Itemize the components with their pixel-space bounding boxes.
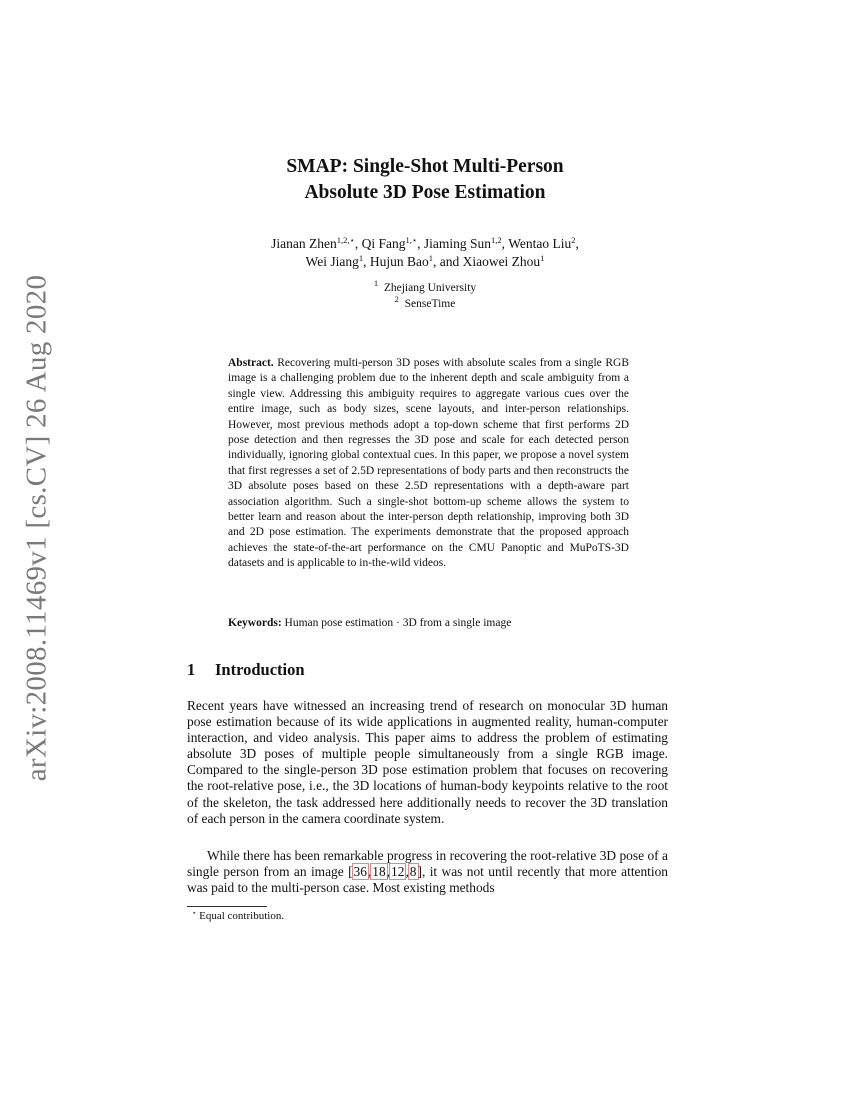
section-title: Introduction bbox=[215, 660, 305, 679]
title-line-1: SMAP: Single-Shot Multi-Person bbox=[286, 156, 564, 177]
author-list bbox=[0, 235, 850, 271]
arxiv-identifier-stamp: arXiv:2008.11469v1 [cs.CV] 26 Aug 2020 bbox=[20, 274, 53, 782]
abstract-text: Recovering multi-person 3D poses with absolute scales from a single RGB image is a challenging problem due to the inherent depth and scale ambiguity from a single view. Addressing this ambiguity requires to aggregate various cues over the entire image, such as body sizes, scene layouts, and inter-person relationships. However, most previous methods adopt a top-down scheme that first performs 2D pose detection and then regresses the 3D pose and scale for each detected person individually, ignoring global contextual cues. In this paper, we propose a novel system that first regresses a set of 2.5D representations of body parts and then reconstructs the 3D absolute poses based on these 2.5D representations with a depth-aware part association algorithm. Such a single-shot bottom-up scheme allows the system to better learn and reason about the inter-person depth relationship, improving both 3D and 2D pose estimation. The experiments demonstrate that the proposed approach achieves the state-of-the-art performance on the CMU Panoptic and MuPoTS-3D datasets and is applicable to in-the-wild videos. bbox=[228, 357, 629, 570]
body-paragraph: While there has been remarkable progress in recovering the root-relative 3D pose of a single person from an image [36,18,12,8], it was not until recently that more attention was paid to the multi-person case. Most existing methods bbox=[187, 848, 669, 896]
paragraph-text: , it was not until recently that more attention was paid to the multi-person case. Most existing methods bbox=[187, 864, 669, 896]
affiliation-number: 2 bbox=[394, 293, 399, 304]
title-line-2: Absolute 3D Pose Estimation bbox=[304, 182, 546, 203]
affiliation-item bbox=[0, 278, 850, 297]
author-name: Wei Jiang bbox=[305, 254, 359, 269]
author-name: Qi Fang bbox=[361, 236, 406, 251]
abstract bbox=[228, 356, 629, 572]
author-affiliation-mark: 1 bbox=[428, 253, 433, 263]
section-heading bbox=[187, 660, 305, 680]
author-affiliation-mark: 1 bbox=[358, 253, 364, 263]
author-name: Jianan Zhen bbox=[271, 236, 337, 251]
author-line-1: Jianan Zhen$^{1,2,⋆}$, Qi Fang$^{1,⋆}$, Jiaming Sun$^{1,2}$, Wentao Liu$^2$, bbox=[271, 235, 579, 251]
author-affiliation-mark: 1,⋆ bbox=[405, 235, 418, 245]
author-name: Wentao Liu bbox=[508, 236, 572, 251]
footnote-rule bbox=[187, 906, 267, 907]
keywords-text: Human pose estimation · 3D from a single image bbox=[284, 617, 512, 629]
author-affiliation-mark: 1,2,⋆ bbox=[336, 235, 355, 245]
author-affiliation-mark: 1 bbox=[540, 253, 545, 263]
affiliation-name: SenseTime bbox=[404, 297, 456, 310]
section-number: 1 bbox=[187, 660, 196, 679]
paper-title bbox=[0, 154, 850, 206]
keywords-label: Keywords: bbox=[228, 617, 282, 629]
citation-link[interactable]: 18 bbox=[372, 864, 386, 880]
citation-link[interactable]: 8 bbox=[409, 864, 417, 880]
citation-link[interactable]: 12 bbox=[391, 864, 405, 880]
affiliation-item bbox=[0, 293, 850, 313]
author-line-2: Wei Jiang$^1$, Hujun Bao$^1$, and Xiaowei Zhou$^1$ bbox=[305, 253, 545, 269]
abstract-label: Abstract. bbox=[228, 357, 274, 369]
footnote-text: Equal contribution. bbox=[199, 910, 285, 922]
footnote bbox=[192, 909, 284, 923]
author-name: Hujun Bao bbox=[369, 254, 429, 269]
affiliation-list bbox=[0, 278, 850, 312]
paragraph-text: While there has been remarkable progress in recovering the root-relative 3D pose of a single person from an image bbox=[187, 848, 668, 880]
author-name: Jiaming Sun bbox=[423, 236, 492, 251]
body-paragraph: Recent years have witnessed an increasing trend of research on monocular 3D human pose estimation because of its wide applications in augmented reality, human-computer interaction, and video analysis. This paper aims to address the problem of estimating absolute 3D poses of multiple people simultaneously from a single RGB image. Compared to the single-person 3D pose estimation problem that focuses on recovering the root-relative pose, i.e., the 3D locations of human-body keypoints relative to the root of the skeleton, the task addressed here additionally needs to recover the 3D translation of each person in the camera coordinate system. bbox=[187, 698, 668, 826]
citation-link[interactable]: 36 bbox=[353, 864, 367, 880]
footnote-mark: ⋆ bbox=[192, 909, 197, 917]
keywords bbox=[228, 616, 629, 631]
author-affiliation-mark: 1,2 bbox=[491, 235, 502, 245]
affiliation-number: 1 bbox=[373, 278, 379, 288]
affiliation-name: Zhejiang University bbox=[383, 282, 477, 294]
author-affiliation-mark: 2 bbox=[571, 235, 576, 245]
author-name: Xiaowei Zhou bbox=[462, 254, 541, 269]
